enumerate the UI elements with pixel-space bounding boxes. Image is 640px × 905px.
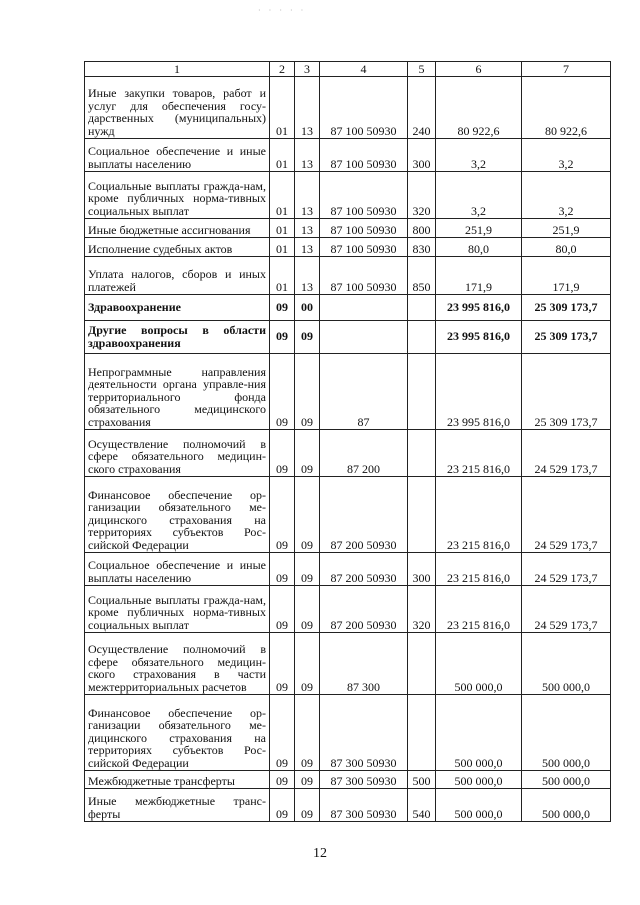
row-amount-year-2: 171,9	[522, 257, 611, 295]
row-amount-year-1: 171,9	[436, 257, 522, 295]
row-expense-type: 320	[408, 586, 436, 633]
table-row	[85, 354, 611, 430]
row-amount-year-1: 23 215 816,0	[436, 477, 522, 553]
row-section: 09	[270, 321, 295, 354]
row-target-article: 87 200	[320, 430, 408, 477]
row-amount-year-2: 500 000,0	[522, 789, 611, 822]
row-amount-year-1: 500 000,0	[436, 695, 522, 771]
row-amount-year-1: 23 215 816,0	[436, 586, 522, 633]
row-section: 01	[270, 238, 295, 257]
row-amount-year-2: 25 309 173,7	[522, 321, 611, 354]
table-row	[85, 771, 611, 789]
row-subsection: 13	[295, 172, 320, 219]
table-row	[85, 238, 611, 257]
row-amount-year-1: 500 000,0	[436, 771, 522, 789]
row-subsection: 09	[295, 430, 320, 477]
header-col-4: 4	[320, 62, 408, 77]
budget-table	[84, 61, 611, 822]
table-row	[85, 321, 611, 354]
row-amount-year-1: 23 995 816,0	[436, 354, 522, 430]
row-subsection: 13	[295, 77, 320, 139]
row-subsection: 09	[295, 771, 320, 789]
row-target-article	[320, 295, 408, 321]
row-amount-year-1: 80,0	[436, 238, 522, 257]
row-amount-year-2: 3,2	[522, 172, 611, 219]
row-name: Уплата налогов, сборов и иных платежей	[85, 257, 270, 295]
row-expense-type	[408, 477, 436, 553]
row-subsection: 13	[295, 219, 320, 238]
row-amount-year-2: 25 309 173,7	[522, 354, 611, 430]
row-target-article: 87 100 50930	[320, 219, 408, 238]
row-target-article: 87 300	[320, 633, 408, 695]
row-name: Финансовое обеспечение ор-ганизации обязательного ме-дицинского страхования на территориях субъектов Рос-сийской Федерации	[85, 477, 270, 553]
row-name: Осуществление полномочий в сфере обязательного медицин-ского страхования в части межтерриториальных расчетов	[85, 633, 270, 695]
row-amount-year-1: 23 215 816,0	[436, 430, 522, 477]
scan-artifact: · · · · ·	[258, 6, 307, 15]
row-target-article: 87 100 50930	[320, 257, 408, 295]
row-name: Непрограммные направления деятельности органа управле-ния территориального фонда обязательного медицинского страхования	[85, 354, 270, 430]
header-col-7: 7	[522, 62, 611, 77]
row-expense-type: 540	[408, 789, 436, 822]
table-row	[85, 477, 611, 553]
row-amount-year-1: 23 995 816,0	[436, 321, 522, 354]
row-expense-type: 300	[408, 553, 436, 586]
row-expense-type	[408, 633, 436, 695]
row-name: Социальные выплаты гражда-нам, кроме публичных норма-тивных социальных выплат	[85, 586, 270, 633]
row-expense-type: 830	[408, 238, 436, 257]
row-name: Здравоохранение	[85, 295, 270, 321]
row-subsection: 09	[295, 789, 320, 822]
row-section: 09	[270, 633, 295, 695]
row-name: Иные бюджетные ассигнования	[85, 219, 270, 238]
row-section: 09	[270, 477, 295, 553]
row-target-article: 87 100 50930	[320, 238, 408, 257]
row-expense-type: 300	[408, 139, 436, 172]
row-expense-type: 240	[408, 77, 436, 139]
row-name: Иные закупки товаров, работ и услуг для обеспечения госу-дарственных (муниципальных) нужд	[85, 77, 270, 139]
row-target-article: 87 100 50930	[320, 172, 408, 219]
header-col-6: 6	[436, 62, 522, 77]
table-row	[85, 695, 611, 771]
table-row	[85, 430, 611, 477]
header-col-1: 1	[85, 62, 270, 77]
row-subsection: 09	[295, 321, 320, 354]
page-number: 12	[313, 846, 327, 861]
row-target-article: 87 200 50930	[320, 553, 408, 586]
row-amount-year-2: 24 529 173,7	[522, 477, 611, 553]
row-name: Социальные выплаты гражда-нам, кроме публичных норма-тивных социальных выплат	[85, 172, 270, 219]
row-target-article: 87	[320, 354, 408, 430]
row-expense-type	[408, 695, 436, 771]
row-amount-year-2: 24 529 173,7	[522, 586, 611, 633]
table-row	[85, 219, 611, 238]
table-row	[85, 586, 611, 633]
table-row	[85, 633, 611, 695]
row-subsection: 09	[295, 354, 320, 430]
table-row	[85, 139, 611, 172]
row-subsection: 00	[295, 295, 320, 321]
row-section: 01	[270, 139, 295, 172]
row-section: 01	[270, 77, 295, 139]
row-amount-year-1: 23 995 816,0	[436, 295, 522, 321]
table-header-row	[85, 62, 611, 77]
row-section: 09	[270, 430, 295, 477]
row-amount-year-1: 3,2	[436, 172, 522, 219]
row-name: Исполнение судебных актов	[85, 238, 270, 257]
row-subsection: 13	[295, 139, 320, 172]
row-amount-year-2: 500 000,0	[522, 771, 611, 789]
row-amount-year-1: 500 000,0	[436, 633, 522, 695]
row-amount-year-2: 80,0	[522, 238, 611, 257]
row-name: Социальное обеспечение и иные выплаты населению	[85, 553, 270, 586]
table-body	[85, 77, 611, 822]
row-expense-type: 800	[408, 219, 436, 238]
row-section: 09	[270, 354, 295, 430]
row-expense-type: 320	[408, 172, 436, 219]
row-amount-year-1: 23 215 816,0	[436, 553, 522, 586]
row-section: 09	[270, 586, 295, 633]
row-subsection: 13	[295, 257, 320, 295]
row-section: 09	[270, 553, 295, 586]
row-amount-year-2: 3,2	[522, 139, 611, 172]
table-row	[85, 553, 611, 586]
row-target-article	[320, 321, 408, 354]
row-expense-type	[408, 295, 436, 321]
row-section: 09	[270, 295, 295, 321]
row-section: 01	[270, 172, 295, 219]
row-subsection: 13	[295, 238, 320, 257]
row-subsection: 09	[295, 695, 320, 771]
table-row	[85, 257, 611, 295]
row-target-article: 87 300 50930	[320, 771, 408, 789]
row-section: 09	[270, 771, 295, 789]
row-expense-type: 500	[408, 771, 436, 789]
row-section: 01	[270, 257, 295, 295]
table-row	[85, 789, 611, 822]
table-row	[85, 77, 611, 139]
row-amount-year-2: 25 309 173,7	[522, 295, 611, 321]
table-row	[85, 172, 611, 219]
row-name: Финансовое обеспечение ор-ганизации обязательного ме-дицинского страхования на территориях субъектов Рос-сийской Федерации	[85, 695, 270, 771]
row-amount-year-2: 251,9	[522, 219, 611, 238]
row-expense-type	[408, 354, 436, 430]
row-amount-year-2: 24 529 173,7	[522, 430, 611, 477]
row-amount-year-1: 80 922,6	[436, 77, 522, 139]
row-target-article: 87 200 50930	[320, 477, 408, 553]
row-subsection: 09	[295, 477, 320, 553]
row-name: Межбюджетные трансферты	[85, 771, 270, 789]
row-section: 09	[270, 695, 295, 771]
row-name: Другие вопросы в области здравоохранения	[85, 321, 270, 354]
table-row	[85, 295, 611, 321]
row-section: 09	[270, 789, 295, 822]
row-amount-year-2: 80 922,6	[522, 77, 611, 139]
row-subsection: 09	[295, 553, 320, 586]
header-col-2: 2	[270, 62, 295, 77]
row-amount-year-1: 500 000,0	[436, 789, 522, 822]
header-col-5: 5	[408, 62, 436, 77]
row-target-article: 87 100 50930	[320, 139, 408, 172]
row-name: Иные межбюджетные транс-ферты	[85, 789, 270, 822]
row-amount-year-1: 251,9	[436, 219, 522, 238]
row-expense-type	[408, 430, 436, 477]
row-expense-type: 850	[408, 257, 436, 295]
row-amount-year-2: 24 529 173,7	[522, 553, 611, 586]
row-subsection: 09	[295, 586, 320, 633]
row-amount-year-1: 3,2	[436, 139, 522, 172]
row-name: Осуществление полномочий в сфере обязательного медицин-ского страхования	[85, 430, 270, 477]
row-expense-type	[408, 321, 436, 354]
row-target-article: 87 300 50930	[320, 789, 408, 822]
row-target-article: 87 100 50930	[320, 77, 408, 139]
row-amount-year-2: 500 000,0	[522, 695, 611, 771]
row-name: Социальное обеспечение и иные выплаты населению	[85, 139, 270, 172]
row-amount-year-2: 500 000,0	[522, 633, 611, 695]
row-target-article: 87 300 50930	[320, 695, 408, 771]
row-subsection: 09	[295, 633, 320, 695]
row-target-article: 87 200 50930	[320, 586, 408, 633]
row-section: 01	[270, 219, 295, 238]
header-col-3: 3	[295, 62, 320, 77]
